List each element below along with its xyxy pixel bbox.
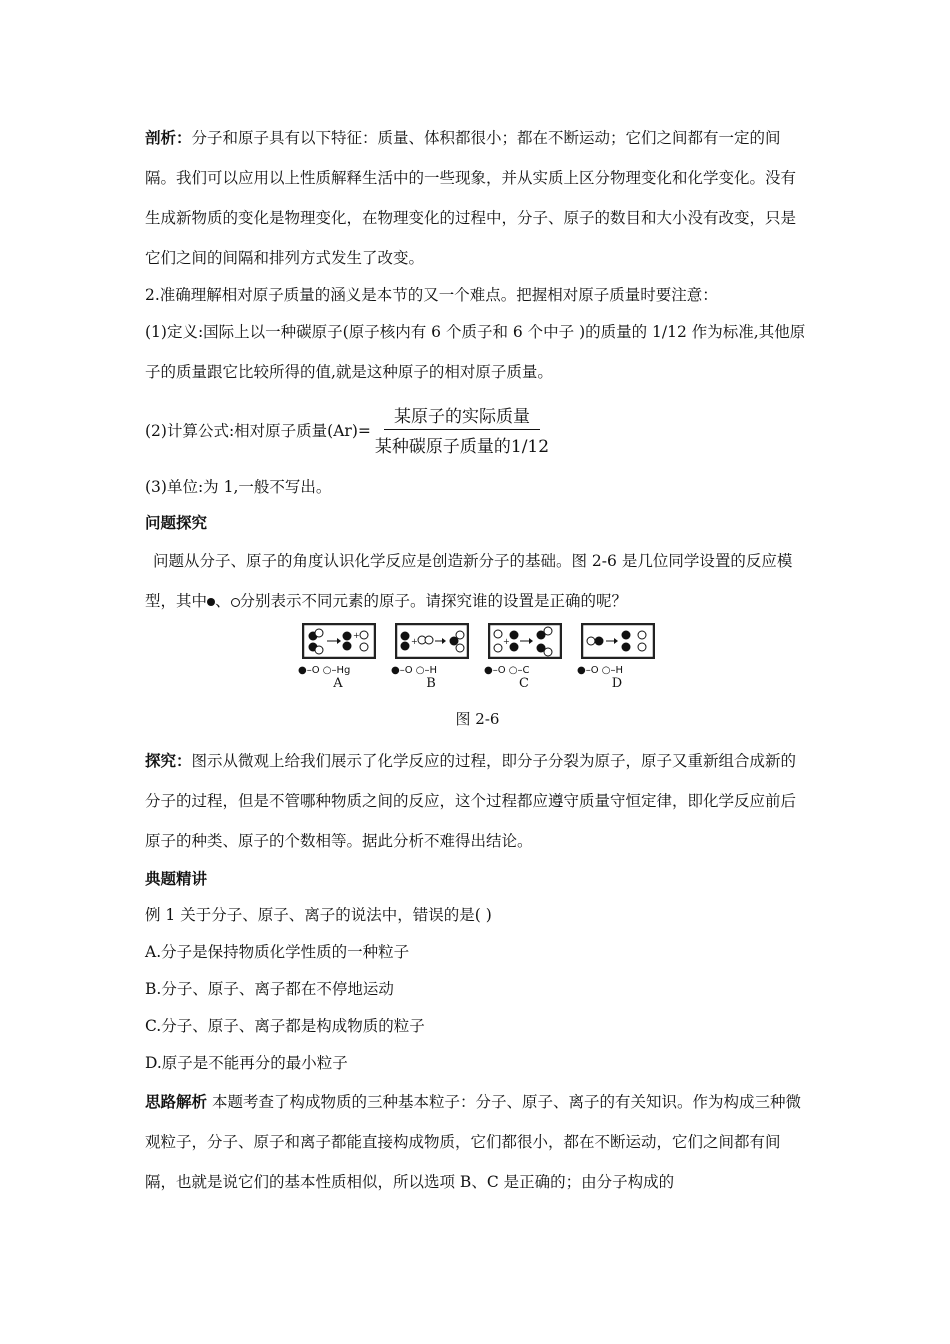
- analysis-paragraph: [145, 118, 810, 278]
- section-problem-heading: 问题探究: [145, 514, 208, 532]
- option-c: C.分子、原子、离子都是构成物质的粒子: [145, 1017, 425, 1035]
- problem-text-part1: 问题从分子、原子的角度认识化学反应是创造新分子的基础。图 2-6 是几位同学设置的反应模型，其中: [145, 552, 793, 610]
- legend-d: ●–O ○–H: [577, 665, 624, 676]
- figure-caption: 图 2-6: [455, 710, 500, 728]
- panel-letter-d: D: [611, 676, 623, 691]
- solution-label: 思路解析: [145, 1093, 208, 1111]
- point-2: 2.准确理解相对原子质量的涵义是本节的又一个难点。把握相对原子质量时要注意：: [145, 286, 718, 304]
- section-example-heading: 典题精讲: [145, 870, 208, 888]
- model-diagram-a: [302, 623, 376, 659]
- problem-paragraph: [145, 541, 810, 621]
- legend-c: ●–O ○–C: [484, 665, 530, 676]
- panel-letter-a: A: [333, 676, 343, 691]
- model-panel-c: [484, 623, 580, 691]
- model-diagram-d: [581, 623, 655, 659]
- filled-atom-icon: [207, 598, 215, 606]
- option-d: D.原子是不能再分的最小粒子: [145, 1054, 348, 1072]
- model-diagram-b: [395, 623, 469, 659]
- formula-label: (2)计算公式:相对原子质量(Ar)=: [145, 421, 371, 440]
- fraction: [375, 402, 549, 457]
- analysis-label: 剖析：: [145, 129, 192, 147]
- definition-paragraph: (1)定义:国际上以一种碳原子(原子核内有 6 个质子和 6 个中子 )的质量的 1/12 作为标准,其他原子的质量跟它比较所得的值,就是这种原子的相对原子质量。: [145, 323, 806, 381]
- example-question: 例 1 关于分子、原子、离子的说法中，错误的是( ): [145, 906, 492, 924]
- panel-letter-c: C: [519, 676, 529, 691]
- reaction-model-figure: [145, 623, 810, 701]
- problem-text-sep: 、: [215, 592, 231, 610]
- solution-text: 本题考查了构成物质的三种基本粒子：分子、原子、离子的有关知识。作为构成三种微观粒子，分子、原子和离子都能直接构成物质，它们都很小，都在不断运动，它们之间都有间隔，也就是说它们的基本性质相似，所以选项 B、C 是正确的；由分子构成的: [145, 1093, 801, 1191]
- formula-row: [145, 402, 810, 457]
- explore-label: 探究：: [145, 752, 192, 770]
- svg-text:+: +: [353, 631, 360, 640]
- fraction-numerator: 某原子的实际质量: [384, 402, 540, 430]
- analysis-text: 分子和原子具有以下特征：质量、体积都很小；都在不断运动；它们之间都有一定的间隔。我们可以应用以上性质解释生活中的一些现象，并从实质上区分物理变化和化学变化。没有生成新物质的变化是物理变化，在物理变化的过程中，分子、原子的数目和大小没有改变，只是它们之间的间隔和排列方式发生了改变。: [145, 129, 797, 267]
- problem-text-part2: 分别表示不同元素的原子。请探究谁的设置是正确的呢？: [239, 592, 628, 610]
- hollow-atom-icon: [231, 598, 240, 607]
- model-panel-a: [298, 623, 394, 691]
- legend-a: ●–O ○–Hg: [298, 665, 351, 676]
- legend-b: ●–O ○–H: [391, 665, 438, 676]
- solution-paragraph: [145, 1082, 810, 1202]
- option-b: B.分子、原子、离子都在不停地运动: [145, 980, 394, 998]
- fraction-denominator: 某种碳原子质量的1/12: [374, 437, 550, 457]
- model-panel-b: [391, 623, 487, 691]
- svg-text:+: +: [503, 637, 510, 646]
- document-page: [145, 118, 810, 1202]
- model-panel-d: [577, 623, 673, 691]
- unit-line: (3)单位:为 1,一般不写出。: [145, 478, 332, 496]
- option-a: A.分子是保持物质化学性质的一种粒子: [145, 943, 410, 961]
- svg-text:+: +: [411, 637, 418, 646]
- explore-paragraph: [145, 741, 810, 861]
- panel-letter-b: B: [426, 676, 436, 691]
- model-diagram-c: [488, 623, 562, 659]
- explore-text: 图示从微观上给我们展示了化学反应的过程，即分子分裂为原子，原子又重新组合成新的分子的过程，但是不管哪种物质之间的反应，这个过程都应遵守质量守恒定律，即化学反应前后原子的种类、原子的个数相等。据此分析不难得出结论。: [145, 752, 797, 850]
